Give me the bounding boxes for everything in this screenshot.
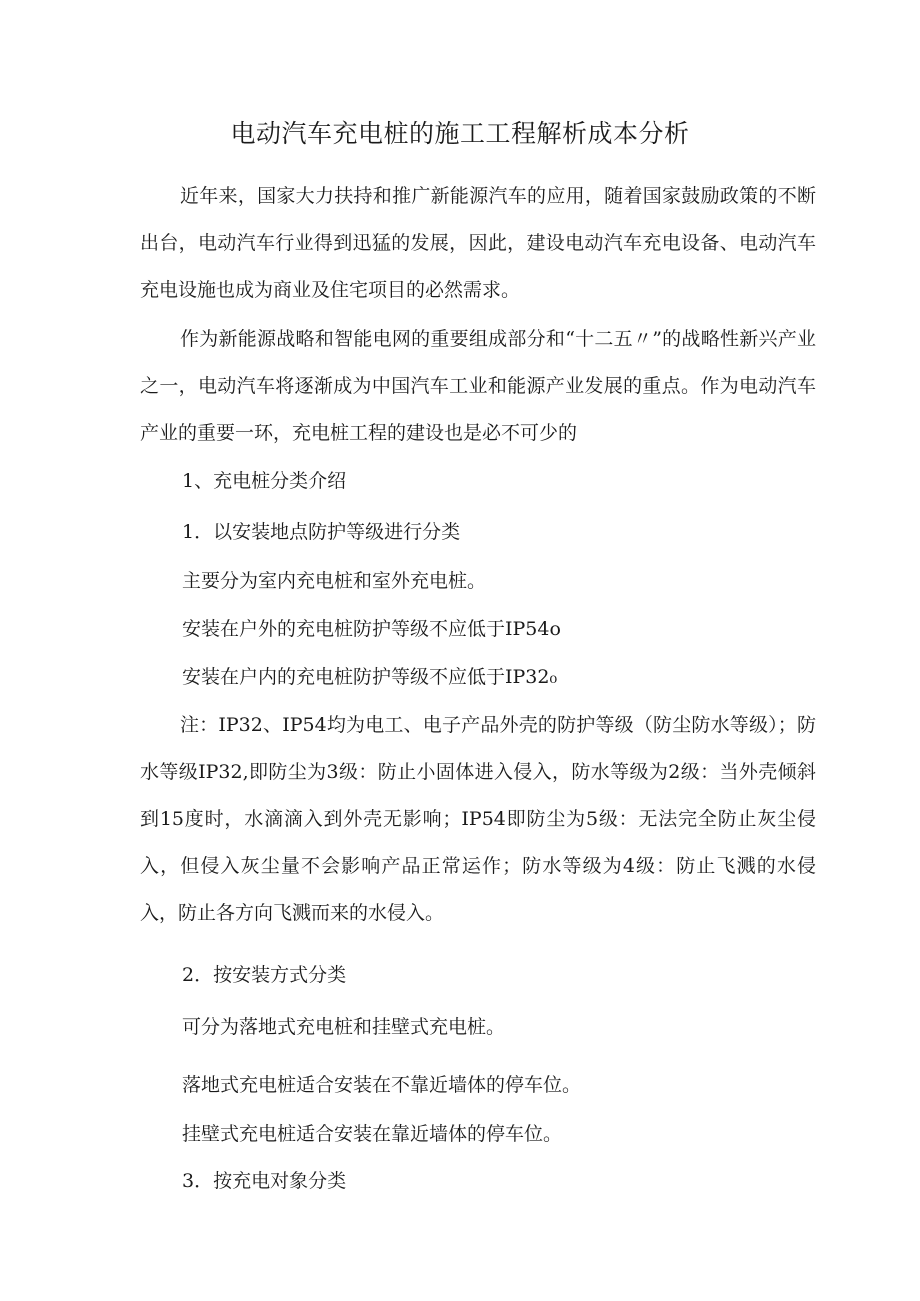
subheading-charging-object: 3．按充电对象分类 — [182, 1170, 347, 1192]
subheading-installation-method: 2．按安装方式分类 — [182, 964, 347, 986]
paragraph-ip-note: 注：IP32、IP54均为电工、电子产品外壳的防护等级（防尘防水等级）；防水等级IP32,即防尘为3级：防止小固体进入侵入，防水等级为2级：当外壳倾斜到15度时，水滴滴入到外壳无影响；IP54即防尘为5级：无法完全防止灰尘侵入，但侵入灰尘量不会影响产品正常运作；防水等级为4级：防止飞溅的水侵入，防止各方向飞溅而来的水侵入。 — [140, 714, 816, 924]
subheading-protection-level: 1．以安装地点防护等级进行分类 — [182, 521, 461, 543]
text-wall-mounted: 挂壁式充电桩适合安装在靠近墙体的停车位。 — [182, 1123, 563, 1145]
section-heading-classification: 1、充电桩分类介绍 — [182, 470, 347, 492]
document-title: 电动汽车充电桩的施工工程解析成本分析 — [230, 119, 690, 148]
text-floor-mounted: 落地式充电桩适合安装在不靠近墙体的停车位。 — [182, 1074, 582, 1096]
text-outdoor-ip54: 安装在户外的充电桩防护等级不应低于IP54o — [182, 618, 561, 640]
text-indoor-outdoor: 主要分为室内充电桩和室外充电桩。 — [182, 570, 487, 592]
paragraph-intro: 近年来，国家大力扶持和推广新能源汽车的应用，随着国家鼓励政策的不断出台，电动汽车行业得到迅猛的发展，因此，建设电动汽车充电设备、电动汽车充电设施也成为商业及住宅项目的必然需求。 — [140, 185, 816, 301]
text-floor-wall-types: 可分为落地式充电桩和挂壁式充电桩。 — [182, 1016, 506, 1038]
paragraph-strategy: 作为新能源战略和智能电网的重要组成部分和“十二五〃”的战略性新兴产业之一，电动汽车将逐渐成为中国汽车工业和能源产业发展的重点。作为电动汽车产业的重要一环，充电桩工程的建设也是必不可少的 — [140, 328, 816, 444]
text-indoor-ip32: 安装在户内的充电桩防护等级不应低于IP32₀ — [182, 666, 558, 688]
